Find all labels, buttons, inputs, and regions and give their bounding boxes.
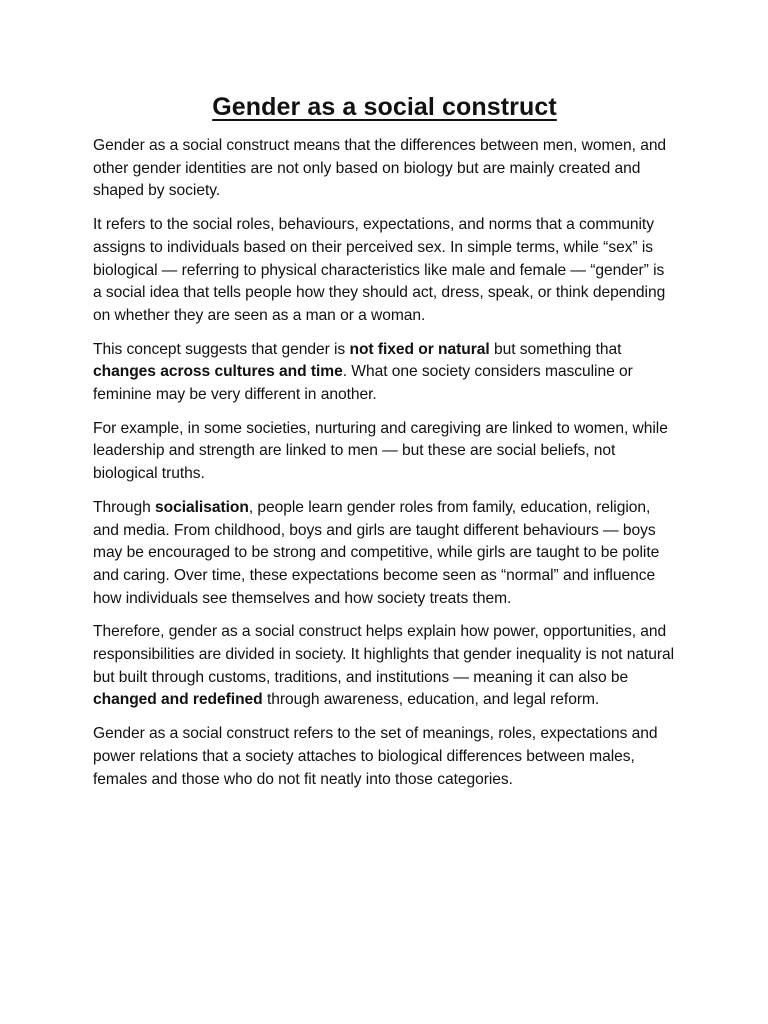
paragraph-text: Through bbox=[93, 498, 156, 516]
paragraph-7 bbox=[93, 723, 676, 791]
paragraph-text: For example, in some societies, nurturing and caregiving are linked to women, while leadership and strength are linked to men — but these are social beliefs, not biological truths. bbox=[93, 419, 668, 483]
emphasis-text: changed and redefined bbox=[93, 691, 263, 709]
paragraph-text: Gender as a social construct refers to the set of meanings, roles, expectations and power relations that a society attaches to biological differences between males, females and those who do not fit neatly into those categories. bbox=[93, 725, 658, 788]
paragraph-3 bbox=[93, 339, 676, 407]
paragraph-text: Gender as a social construct means that the differences between men, women, and other gender identities are not only based on biology but are mainly created and shaped by society. bbox=[93, 137, 667, 200]
paragraph-2 bbox=[93, 214, 676, 328]
paragraph-text: but something that bbox=[489, 340, 622, 358]
document-title: Gender as a social construct bbox=[212, 93, 557, 121]
paragraph-text: This concept suggests that gender is bbox=[93, 340, 350, 358]
paragraph-text: Therefore, gender as a social construct helps explain how power, opportunities, and responsibilities are divided in society. It highlights that gender inequality is not natural but built through customs, traditions, and institutions — meaning it can also be bbox=[93, 623, 675, 686]
paragraph-text: , people learn gender roles from family, education, religion, and media. From childhood, boys and girls are taught different behaviours — boys may be encouraged to be strong and competitive, while girls are taught to be polite and caring. Over time, these expectations become seen as “normal” and influence how individuals see themselves and how society treats them. bbox=[93, 498, 660, 607]
paragraph-6 bbox=[93, 621, 676, 712]
paragraph-4 bbox=[93, 418, 676, 486]
paragraph-5 bbox=[93, 497, 676, 611]
paragraph-text: It refers to the social roles, behaviours, expectations, and norms that a community assigns to individuals based on their perceived sex. In simple terms, while “sex” is biological — referring to physical characteristics like male and female — “gender” is a social idea that tells people how they should act, dress, speak, or think depending on whether they are seen as a man or a woman. bbox=[93, 216, 666, 324]
emphasis-text: changes across cultures and time bbox=[93, 363, 343, 381]
paragraph-text: . What one society considers masculine or feminine may be very different in another. bbox=[93, 363, 633, 404]
emphasis-text: socialisation bbox=[155, 498, 249, 516]
paragraph-text: through awareness, education, and legal reform. bbox=[262, 691, 600, 709]
paragraph-1 bbox=[93, 135, 676, 203]
emphasis-text: not fixed or natural bbox=[349, 340, 490, 358]
